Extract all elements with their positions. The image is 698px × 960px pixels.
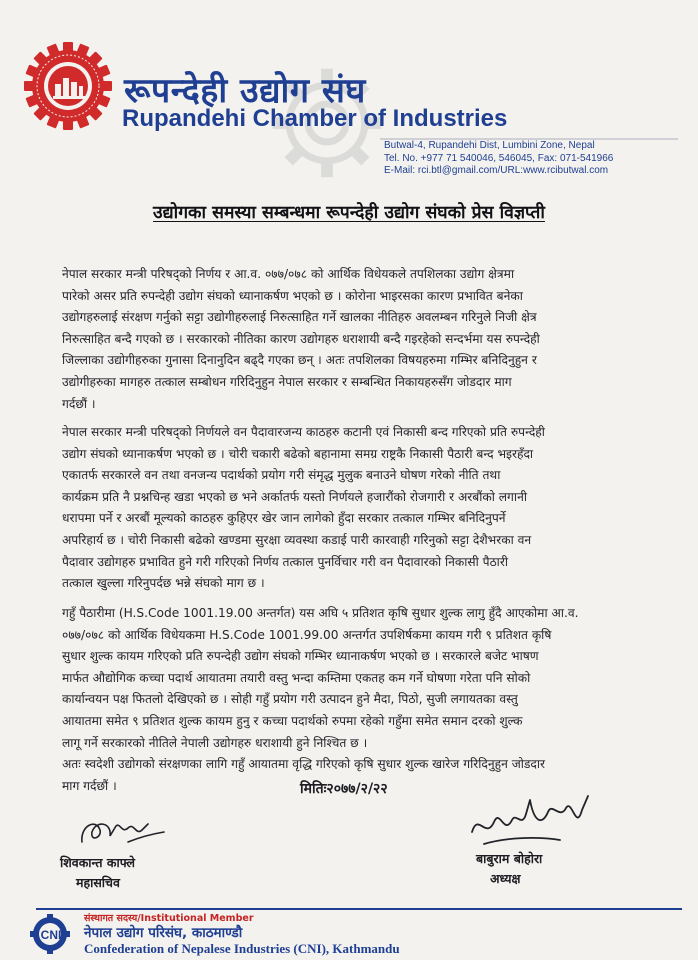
- cni-logo-text: CNI: [40, 928, 62, 942]
- text-line: जिल्लाका उद्योगीहरुका गुनासा दिनानुदिन बढ्दै गएका छन् । अतः तपशिलका विषयहरुमा गम्भिर बनिदिनुहुन र: [62, 353, 537, 368]
- text-line: अतः स्वदेशी उद्योगको संरक्षणका लागि गहुँ आयातमा वृद्धि गरिएको कृषि सुधार शुल्क खारेज गरिदिनुहुन जोडदार: [62, 757, 546, 772]
- text-line: उद्योगहरुलाई संरक्षण गर्नुको सट्टा उद्योगीहरुलाई निरुत्साहित गर्ने खालका नीतिहरु अवलम्बन गरिनुले निजी क्षेत्र: [62, 310, 537, 325]
- text-line: सुधार शुल्क कायम गरिएको प्रति रुपन्देही उद्योग संघको गम्भिर ध्यानाकर्षण भएको छ । सरकारले बजेट भाषण: [62, 649, 539, 664]
- text-line: एकातर्फ सरकारले वन तथा वनजन्य पदार्थको प्रयोग गरी संमृद्ध मुलुक बनाउने घोषण गरेको नीति तथा: [62, 468, 501, 483]
- org-name-english: Rupandehi Chamber of Industries: [122, 105, 508, 132]
- release-date: मितिः२०७७/२/२२: [300, 781, 388, 797]
- text-line: ०७७/०७८ को आर्थिक विधेयकमा H.S.Code 1001.99.00 अन्तर्गत उपशिर्षकमा कायम गरी ९ प्रतिशत कृषि: [62, 627, 552, 642]
- text-line: मार्फत औद्योगिक कच्चा पदार्थ आयातमा तयारी वस्तु भन्दा कम्तिमा एकतह कम गर्ने घोषणा गरेता पनि सोको: [62, 670, 531, 685]
- text-line: आयातमा समेत ९ प्रतिशत शुल्क कायम हुनु र कच्चा पदार्थको रुपमा रहेको गहुँमा समेत समान दरको शुल्क: [62, 713, 523, 728]
- press-release-title: उद्योगका समस्या सम्बन्धमा रूपन्देही उद्योग संघको प्रेस विज्ञप्ती: [153, 203, 545, 223]
- text-line: कार्यक्रम प्रति नै प्रश्नचिन्ह खडा भएको छ भने अर्कातर्फ यस्तो निर्णयले हजारौंको रोजगारी र अरबौंको लगानी: [62, 489, 527, 504]
- text-line: नेपाल सरकार मन्त्री परिषद्को निर्णय र आ.व. ०७७/०७८ को आर्थिक विधेयकले तपशिलका उद्योग क्षेत्रमा: [62, 267, 515, 281]
- rci-gear-logo: [22, 40, 114, 132]
- general-secretary-signature: [76, 812, 166, 854]
- text-line: उद्योगीहरुका मागहरु तत्काल सम्बोधन गरिदिनुहुन नेपाल सरकार र सम्बन्धित निकायहरुसँग जोडदार माग: [62, 374, 512, 389]
- contact-address-block: [384, 140, 613, 178]
- org-name-nepali: रूपन्देही उद्योग संघ: [124, 71, 366, 111]
- text-line: पारेको असर प्रति रुपन्देही उद्योग संघको ध्यानाकर्षण भएको छ । कोरोना भाइरसका कारण प्रभावित बनेका: [62, 288, 523, 303]
- email-url-line: E-Mail: rci.btl@gmail.com/URL:www.rcibutwal.com: [384, 165, 609, 176]
- general-secretary-title: महासचिव: [76, 875, 120, 890]
- institutional-member-label: संस्थागत सदस्य/Institutional Member: [84, 913, 254, 924]
- text-line: गर्दछौं ।: [62, 396, 96, 411]
- paragraph-1: [62, 264, 640, 415]
- president-name: बाबुराम बोहोरा: [476, 851, 543, 866]
- text-line: निरुत्साहित बन्दै गएको छ । सरकारको नीतिका कारण उद्योगहरु धराशायी बन्दै गइरहेको सन्दर्भमा यस रुपन्देही: [62, 331, 540, 346]
- text-line: तत्काल खुल्ला गरिनुपर्दछ भन्ने संघको माग छ ।: [62, 576, 265, 591]
- text-line: लागू गर्ने सरकारको नीतिले नेपाली उद्योगहरु धराशायी हुने निश्चित छ ।: [62, 735, 368, 750]
- footer-divider: [36, 908, 682, 910]
- text-line: उद्योग संघको ध्यानाकर्षण भएको छ । चोरी चकारी बढेको बहानामा समग्र राष्ट्रकै निकासी पैठारी बन्द भइरहँदा: [62, 446, 534, 461]
- text-line: धरापमा पर्ने र अरबौं मूल्यको काठहरु कुहिएर खेर जान लागेको हुँदा सरकार तत्काल गम्भिर बनिदिनुपर्ने: [62, 511, 506, 526]
- text-line: माग गर्दछौं ।: [62, 778, 117, 793]
- text-line: गहुँ पैठारीमा (H.S.Code 1001.19.00 अन्तर्गत) यस अघि ५ प्रतिशत कृषि सुधार शुल्क लागु हुँदै आएकोमा आ.व.: [62, 606, 579, 620]
- cni-name-nepali: नेपाल उद्योग परिसंघ, काठमाण्डौ: [84, 925, 243, 941]
- text-line: अपरिहार्य छ । चोरी निकासी बढेको खण्डमा सुरक्षा व्यवस्था कडाई पारी कारवाही गरिनुको सट्टा देशैभरका वन: [62, 532, 532, 547]
- text-line: पैदावार उद्योगहरु प्रभावित हुने गरी गरिएको निर्णय तत्काल पुनर्विचार गरी वन पैदावारको निकासी पैठारी: [62, 554, 508, 569]
- president-signature: [464, 792, 594, 856]
- cni-logo: [30, 914, 74, 954]
- cni-name-english: Confederation of Nepalese Industries (CNI), Kathmandu: [84, 941, 400, 956]
- paragraph-2: [62, 422, 640, 595]
- paragraph-3: [62, 603, 640, 797]
- president-title: अध्यक्ष: [490, 871, 521, 886]
- address-line: Butwal-4, Rupandehi Dist, Lumbini Zone, Nepal: [384, 140, 595, 151]
- text-line: नेपाल सरकार मन्त्री परिषद्को निर्णयले वन पैदावारजन्य काठहरु कटानी एवं निकासी बन्द गरिएको प्रति रुपन्देही: [62, 425, 545, 439]
- text-line: कार्यान्वयन पक्ष फितलो देखिएको छ । सोही गहुँ प्रयोग गरी उत्पादन हुने मैदा, पिठो, सुजी लगायतका वस्तु: [62, 692, 518, 707]
- general-secretary-name: शिवकान्त काफ्ले: [60, 855, 136, 870]
- phone-line: Tel. No. +977 71 540046, 546045, Fax: 071-541966: [384, 152, 614, 164]
